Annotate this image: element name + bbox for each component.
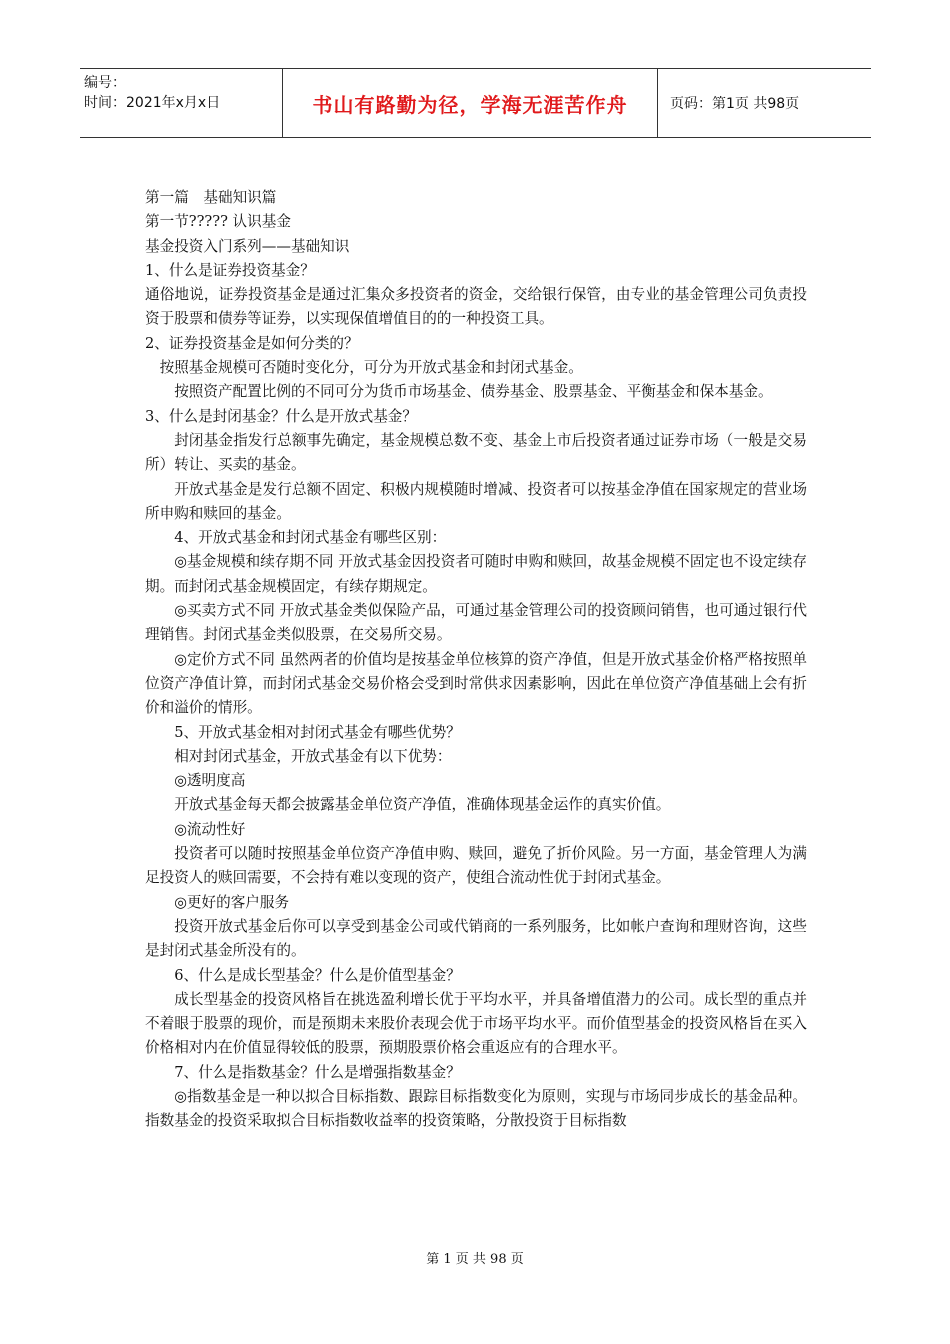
page-footer: 第 1 页 共 98 页 <box>426 1252 524 1267</box>
paragraph: 开放式基金是发行总额不固定、积极内规模随时增减、投资者可以按基金净值在国家规定的营业场所申购和赎回的基金。 <box>145 480 807 522</box>
paragraph: 相对封闭式基金，开放式基金有以下优势： <box>174 747 452 765</box>
header-page-info: 页码：第1页 共98页 <box>670 96 800 112</box>
question-heading: 2、证券投资基金是如何分类的？ <box>145 334 359 352</box>
bullet-heading: ◎更好的客户服务 <box>174 893 290 911</box>
section-title: 第一节????? 认识基金 <box>145 213 291 231</box>
question-heading: 6、什么是成长型基金？什么是价值型基金？ <box>174 966 461 984</box>
paragraph: 封闭基金指发行总额事先确定，基金规模总数不变、基金上市后投资者通过证券市场（一般是交易所）转让、买卖的基金。 <box>145 431 807 474</box>
header-motto: 书山有路勤为径，学海无涯苦作舟 <box>283 69 658 137</box>
paragraph: 成长型基金的投资风格旨在挑选盈利增长优于平均水平，并具备增值潜力的公司。成长型的重点并不着眼于股票的现价，而是预期未来股价表现会优于市场平均水平。而价值型基金的投资风格旨在买入价格相对内在价值显得较低的股票，预期股票价格会重返应有的合理水平。 <box>145 990 807 1057</box>
paragraph: ◎买卖方式不同 开放式基金类似保险产品，可通过基金管理公司的投资顾问销售，也可通过银行代理销售。封闭式基金类似股票，在交易所交易。 <box>145 602 807 644</box>
question-heading: 1、什么是证券投资基金？ <box>145 261 315 279</box>
question-heading: 7、什么是指数基金？什么是增强指数基金？ <box>174 1063 461 1081</box>
series-title: 基金投资入门系列——基础知识 <box>145 237 350 255</box>
paragraph: 按照资产配置比例的不同可分为货币市场基金、债券基金、股票基金、平衡基金和保本基金。 <box>174 383 773 401</box>
paragraph: ◎定价方式不同 虽然两者的价值均是按基金单位核算的资产净值，但是开放式基金价格严格按照单位资产净值计算，而封闭式基金交易价格会受到时常供求因素影响，因此在单位资产净值基础上会有折价和溢价的情形。 <box>145 650 807 717</box>
question-heading: 5、开放式基金相对封闭式基金有哪些优势？ <box>174 723 461 741</box>
document-time-label: 时间：2021年x月x日 <box>84 95 221 111</box>
paragraph: 开放式基金每天都会披露基金单位资产净值，准确体现基金运作的真实价值。 <box>174 796 671 814</box>
paragraph: 投资开放式基金后你可以享受到基金公司或代销商的一系列服务，比如帐户查询和理财咨询，这些是封闭式基金所没有的。 <box>145 917 807 960</box>
paragraph: 投资者可以随时按照基金单位资产净值申购、赎回，避免了折价风险。另一方面，基金管理人为满足投资人的赎回需要，不会持有难以变现的资产，使组合流动性优于封闭式基金。 <box>145 845 807 887</box>
bullet-heading: ◎透明度高 <box>174 772 246 790</box>
paragraph: 通俗地说，证券投资基金是通过汇集众多投资者的资金，交给银行保管，由专业的基金管理公司负责投资于股票和债券等证券，以实现保值增值目的的一种投资工具。 <box>145 286 807 328</box>
paragraph: ◎指数基金是一种以拟合目标指数、跟踪目标指数变化为原则，实现与市场同步成长的基金品种。指数基金的投资采取拟合目标指数收益率的投资策略，分散投资于目标指数 <box>145 1087 807 1130</box>
header-meta <box>80 69 283 137</box>
document-body <box>145 186 807 1134</box>
paragraph: ◎基金规模和续存期不同 开放式基金因投资者可随时申购和赎回，故基金规模不固定也不设定续存期。而封闭式基金规模固定，有续存期规定。 <box>145 553 807 595</box>
part-title: 第一篇 基础知识篇 <box>145 189 277 206</box>
document-number-label: 编号： <box>84 75 126 91</box>
question-heading: 3、什么是封闭基金？什么是开放式基金？ <box>145 407 417 425</box>
paragraph: 按照基金规模可否随时变化分，可分为开放式基金和封闭式基金。 <box>159 359 583 377</box>
question-heading: 4、开放式基金和封闭式基金有哪些区别： <box>174 529 447 547</box>
bullet-heading: ◎流动性好 <box>174 820 246 838</box>
page-header <box>80 68 871 138</box>
